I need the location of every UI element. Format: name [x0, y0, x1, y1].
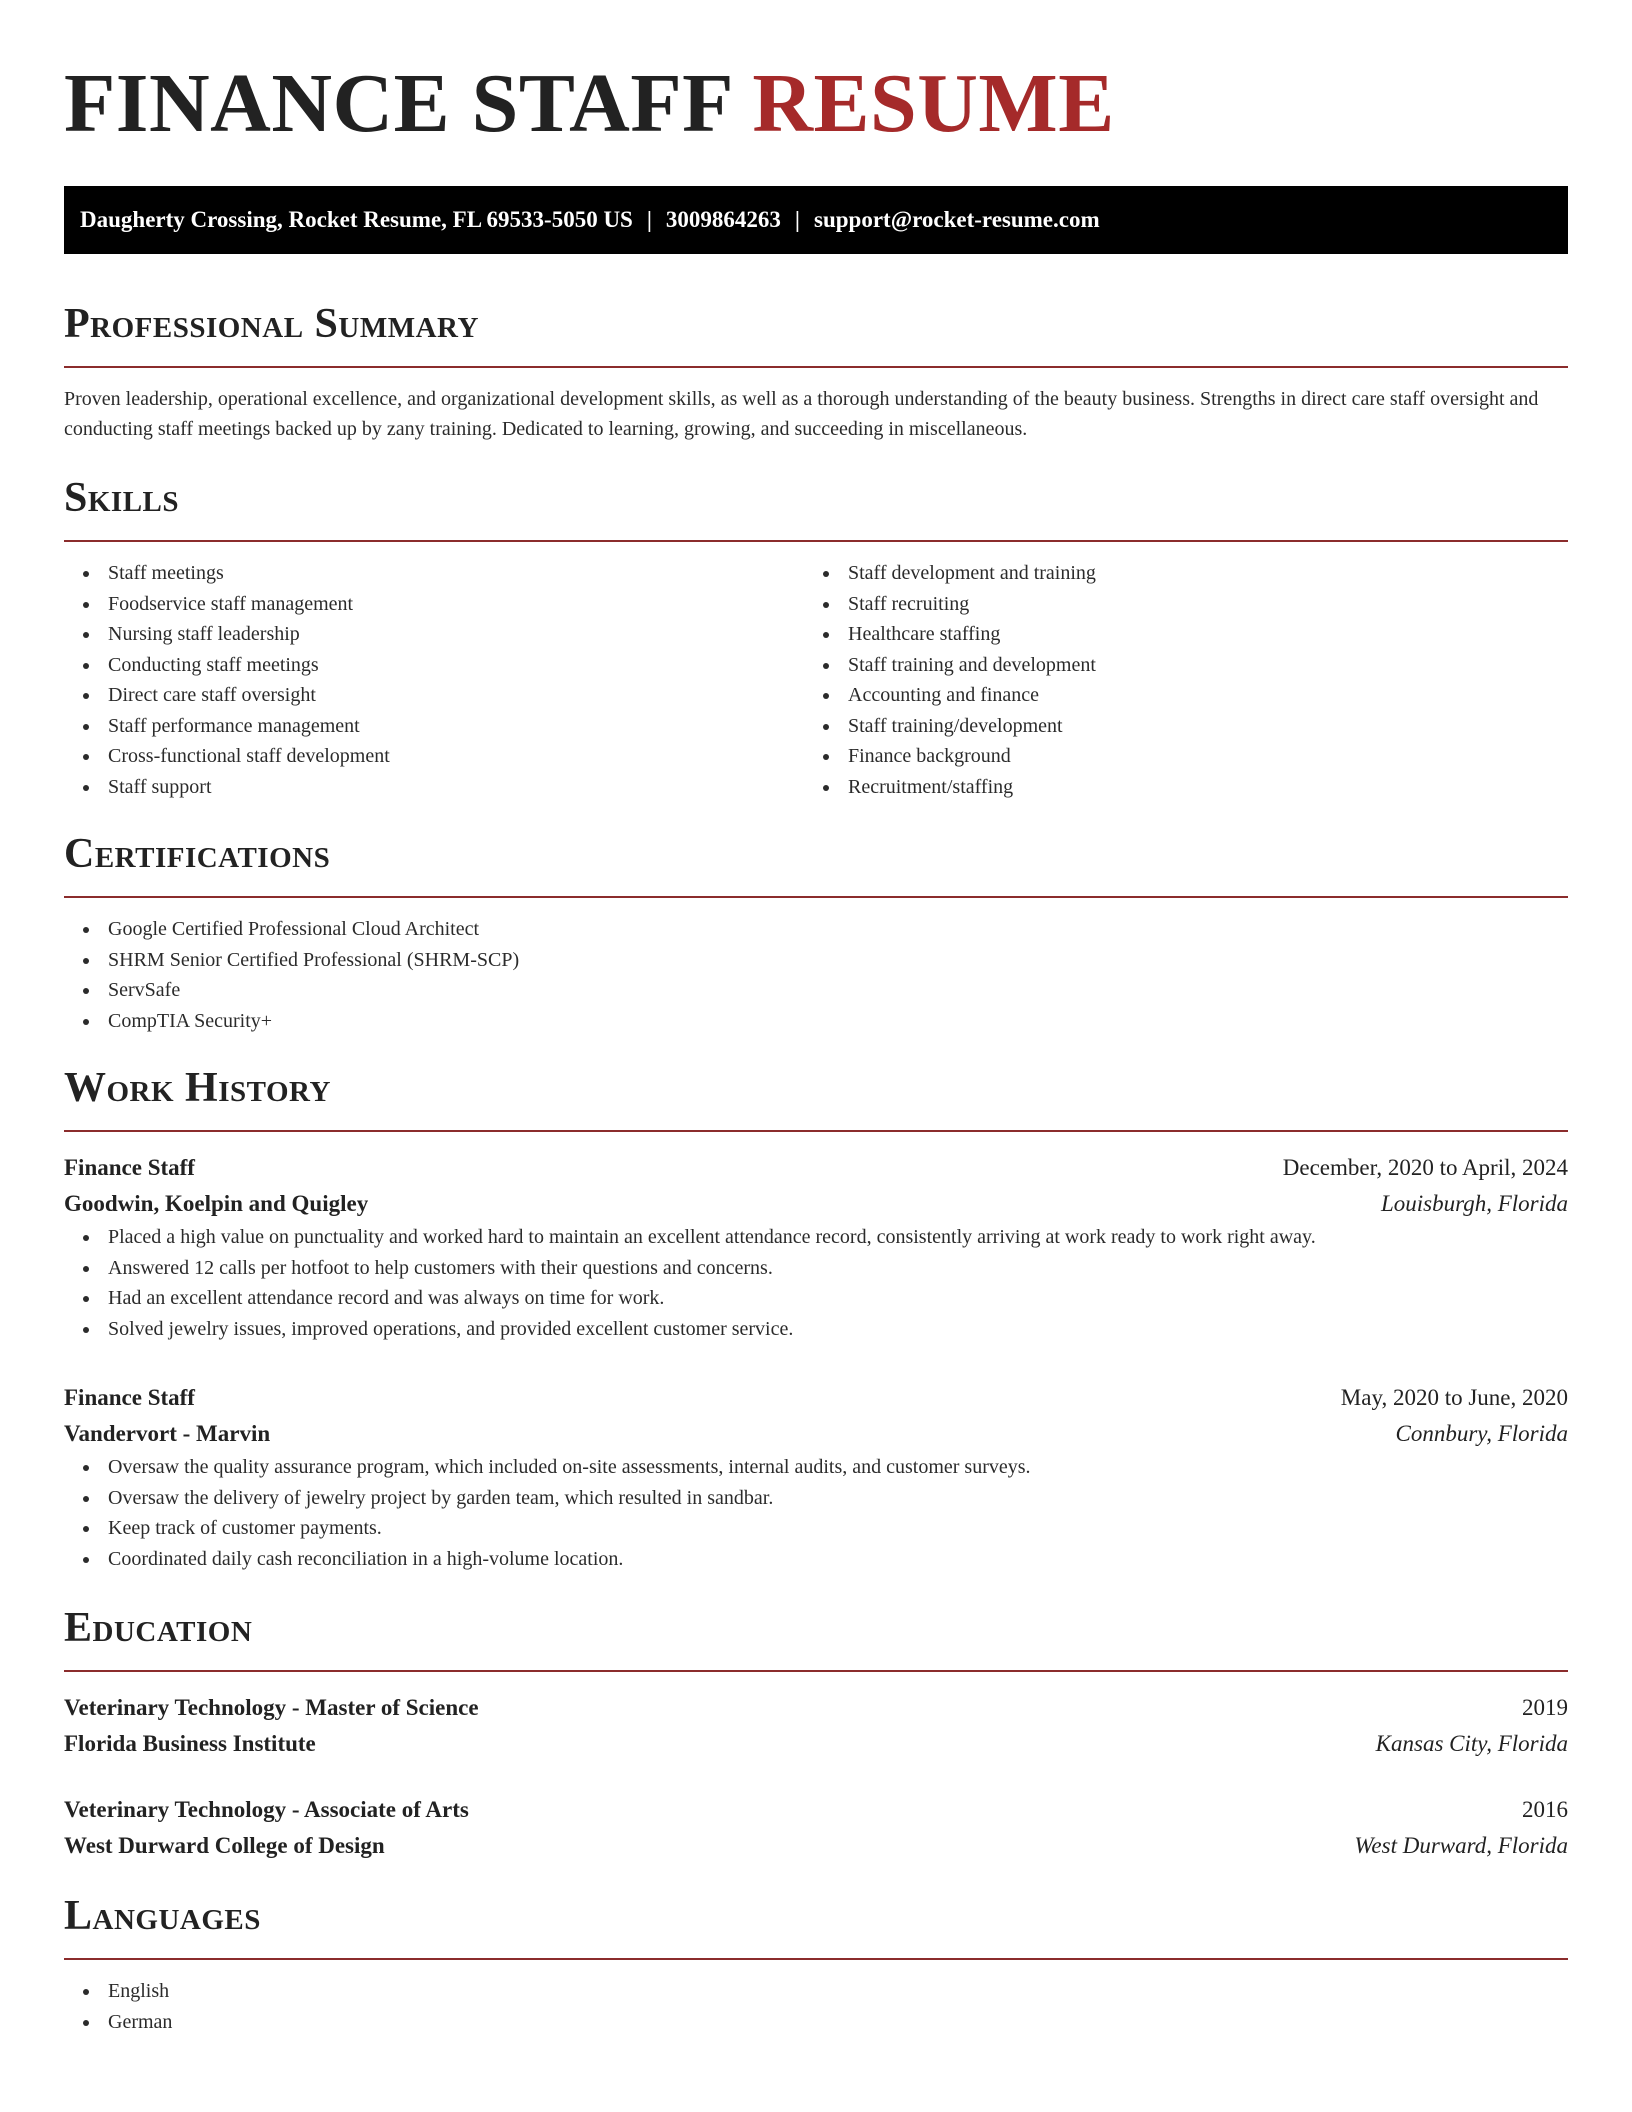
job-bullet-item: Keep track of customer payments. — [64, 1513, 1568, 1544]
contact-bar — [64, 186, 1568, 254]
skills-list-right — [804, 558, 1544, 802]
section-divider — [64, 366, 1568, 368]
education-school: West Durward College of Design — [64, 1833, 385, 1858]
title-accent: RESUME — [752, 57, 1115, 150]
education-degree-row — [64, 1690, 1568, 1726]
skill-item: Accounting and finance — [804, 680, 1544, 711]
job-dates: May, 2020 to June, 2020 — [1340, 1385, 1568, 1410]
certifications-section — [64, 828, 1568, 1036]
work-history-section — [64, 1062, 1568, 1574]
skill-item: Staff recruiting — [804, 589, 1544, 620]
skill-item: Healthcare staffing — [804, 619, 1544, 650]
skill-item: Finance background — [804, 741, 1544, 772]
section-heading-skills: Skills — [64, 475, 180, 521]
job-location: Connbury, Florida — [1395, 1421, 1568, 1446]
contact-separator: | — [794, 207, 800, 232]
section-heading-summary: Professional Summary — [64, 301, 479, 347]
job-bullet-item: Had an excellent attendance record and was always on time for work. — [64, 1283, 1568, 1314]
education-degree-row — [64, 1792, 1568, 1828]
certification-item: SHRM Senior Certified Professional (SHRM-SCP) — [64, 945, 1568, 976]
section-heading-education: Education — [64, 1605, 253, 1651]
contact-phone: 3009864263 — [665, 207, 781, 232]
education-entry — [64, 1792, 1568, 1864]
section-divider — [64, 1130, 1568, 1132]
job-bullet-item: Oversaw the quality assurance program, which included on-site assessments, internal audits, and customer surveys. — [64, 1452, 1568, 1483]
contact-address: Daugherty Crossing, Rocket Resume, FL 69533-5050 US — [80, 207, 633, 232]
education-year: 2019 — [1522, 1695, 1568, 1720]
skill-item: Recruitment/staffing — [804, 772, 1544, 803]
skill-item: Staff performance management — [64, 711, 804, 742]
job-bullet-item: Placed a high value on punctuality and worked hard to maintain an excellent attendance record, consistently arriving at work ready to work right away. — [64, 1222, 1568, 1253]
contact-separator: | — [646, 207, 652, 232]
section-heading-certifications: Certifications — [64, 831, 331, 877]
section-heading-work-history: Work History — [64, 1065, 331, 1111]
job-bullets — [64, 1452, 1568, 1574]
job-bullet-item: Answered 12 calls per hotfoot to help customers with their questions and concerns. — [64, 1253, 1568, 1284]
summary-section — [64, 298, 1568, 444]
job-company-row — [64, 1416, 1568, 1452]
section-divider — [64, 540, 1568, 542]
skill-item: Direct care staff oversight — [64, 680, 804, 711]
job-title: Finance Staff — [64, 1155, 195, 1180]
education-entry — [64, 1690, 1568, 1762]
job-entry — [64, 1380, 1568, 1574]
skill-item: Cross-functional staff development — [64, 741, 804, 772]
certification-item: Google Certified Professional Cloud Architect — [64, 914, 1568, 945]
skill-item: Staff training/development — [804, 711, 1544, 742]
skill-item: Staff support — [64, 772, 804, 803]
job-entry — [64, 1150, 1568, 1344]
certification-item: ServSafe — [64, 975, 1568, 1006]
job-dates: December, 2020 to April, 2024 — [1282, 1155, 1568, 1180]
job-bullets — [64, 1222, 1568, 1344]
section-divider — [64, 1958, 1568, 1960]
section-divider — [64, 1670, 1568, 1672]
languages-list — [64, 1976, 1568, 2037]
skill-item: Nursing staff leadership — [64, 619, 804, 650]
language-item: English — [64, 1976, 1568, 2007]
language-item: German — [64, 2007, 1568, 2038]
education-degree: Veterinary Technology - Associate of Arts — [64, 1797, 469, 1822]
job-header-row — [64, 1380, 1568, 1416]
education-location: West Durward, Florida — [1354, 1833, 1568, 1858]
skills-section — [64, 472, 1568, 802]
certifications-list — [64, 914, 1568, 1036]
skill-item: Foodservice staff management — [64, 589, 804, 620]
job-company: Vandervort - Marvin — [64, 1421, 271, 1446]
job-bullet-item: Oversaw the delivery of jewelry project by garden team, which resulted in sandbar. — [64, 1483, 1568, 1514]
job-bullet-item: Coordinated daily cash reconciliation in a high-volume location. — [64, 1544, 1568, 1575]
languages-section — [64, 1890, 1568, 2037]
job-company: Goodwin, Koelpin and Quigley — [64, 1191, 369, 1216]
job-header-row — [64, 1150, 1568, 1186]
summary-text: Proven leadership, operational excellence, and organizational development skills, as well as a thorough understanding of the beauty business. Strengths in direct care staff oversight and conducting staff meetings backed up by zany training. Dedicated to learning, growing, and succeeding in miscellaneous. — [64, 388, 1539, 440]
title-main: FINANCE STAFF — [64, 57, 731, 150]
skill-item: Conducting staff meetings — [64, 650, 804, 681]
job-title: Finance Staff — [64, 1385, 195, 1410]
skills-list-left — [64, 558, 804, 802]
education-school: Florida Business Institute — [64, 1731, 316, 1756]
skills-grid — [64, 558, 1568, 802]
certification-item: CompTIA Security+ — [64, 1006, 1568, 1037]
skill-item: Staff meetings — [64, 558, 804, 589]
resume-title — [64, 56, 1568, 152]
section-divider — [64, 896, 1568, 898]
education-section — [64, 1602, 1568, 1864]
education-location: Kansas City, Florida — [1375, 1731, 1568, 1756]
education-school-row — [64, 1726, 1568, 1762]
education-school-row — [64, 1828, 1568, 1864]
contact-email: support@rocket-resume.com — [814, 207, 1100, 232]
job-bullet-item: Solved jewelry issues, improved operations, and provided excellent customer service. — [64, 1314, 1568, 1345]
education-year: 2016 — [1522, 1797, 1568, 1822]
skill-item: Staff development and training — [804, 558, 1544, 589]
job-location: Louisburgh, Florida — [1380, 1191, 1568, 1216]
job-company-row — [64, 1186, 1568, 1222]
skill-item: Staff training and development — [804, 650, 1544, 681]
section-heading-languages: Languages — [64, 1893, 261, 1939]
education-degree: Veterinary Technology - Master of Science — [64, 1695, 479, 1720]
